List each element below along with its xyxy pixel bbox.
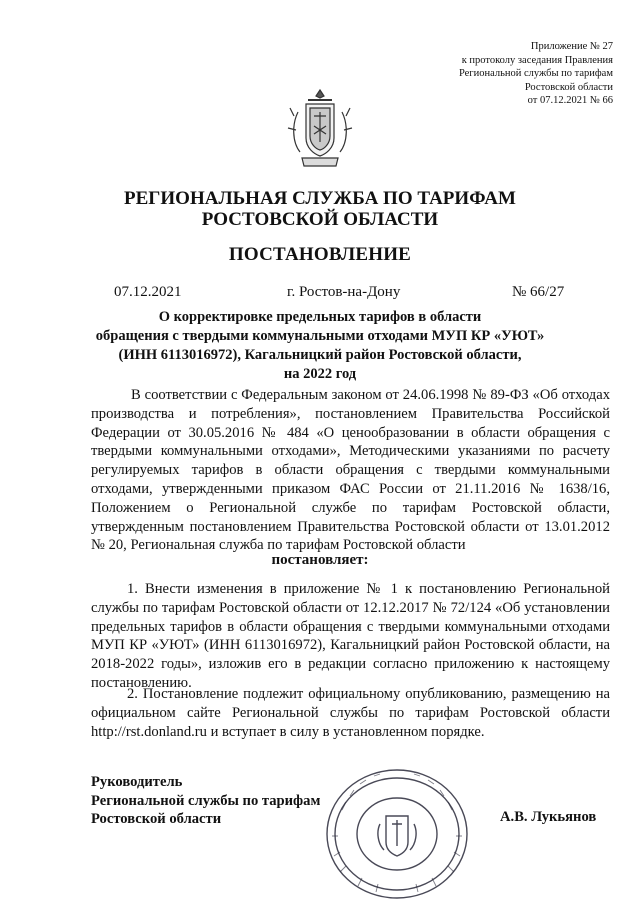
document-number: № 66/27 xyxy=(512,284,565,300)
document-type: ПОСТАНОВЛЕНИЕ xyxy=(228,244,412,265)
signature-block xyxy=(91,773,320,829)
resolves-heading: постановляет: xyxy=(271,552,369,568)
document-city: г. Ростов-на-Дону xyxy=(287,284,401,300)
org-name-line1: РЕГИОНАЛЬНАЯ СЛУЖБА ПО ТАРИФАМ xyxy=(124,188,516,209)
document-date: 07.12.2021 xyxy=(114,284,182,300)
appendix-line: Ростовской области xyxy=(524,81,613,93)
coat-of-arms-icon xyxy=(284,86,356,172)
title-line: (ИНН 6113016972), Кагальницкий район Ростовской области, xyxy=(118,347,522,363)
resolution-item: 1. Внести изменения в приложение № 1 к постановлению Региональной службы по тарифам Ростовской области от 12.12.2017 № 72/124 «Об установлении предельных тарифов в области обращения с твердыми коммунальными отходами МУП КР «УЮТ» (ИНН 6113016972), Кагальницкий район Ростовской области, на 2018-2022 годы», изложив его в редакции согласно приложению к настоящему постановлению. xyxy=(91,581,610,691)
appendix-note xyxy=(373,40,613,108)
signer-name: А.В. Лукьянов xyxy=(500,809,597,825)
signature-position: Руководитель xyxy=(91,774,183,790)
appendix-line: Приложение № 27 xyxy=(530,41,613,52)
preamble-paragraph: В соответствии с Федеральным законом от 24.06.1998 № 89-ФЗ «Об отходах производства и потребления», постановлением Правительства Российской Федерации от 30.05.2016 № 484 «О ценообразовании в области обращения с твердыми коммунальными отходами», Методическими указаниями по расчету регулируемых тарифов в области обращения с твердыми коммунальными отходами, утвержденными приказом ФАС России от 21.11.2016 № 1638/16, Положением о Региональной службе по тарифам Ростовской области, утвержденным постановлением Правительства Ростовской области от 13.01.2012 № 20, Региональная служба по тарифам Ростовской области xyxy=(91,387,610,554)
title-line: обращения с твердыми коммунальными отходами МУП КР «УЮТ» xyxy=(95,328,545,344)
official-seal-icon xyxy=(322,766,472,902)
signature-position: Региональной службы по тарифам xyxy=(91,792,321,809)
title-line: О корректировке предельных тарифов в области xyxy=(158,309,482,325)
title-line: на 2022 год xyxy=(283,366,357,382)
appendix-line: к протоколу заседания Правления xyxy=(461,54,613,66)
appendix-line: от 07.12.2021 № 66 xyxy=(527,95,613,107)
signature-position: Ростовской области xyxy=(91,811,222,827)
document-title xyxy=(90,308,550,384)
resolution-item: 2. Постановление подлежит официальному опубликованию, размещению на официальном сайте Региональной службы по тарифам Ростовской области http://rst.donland.ru и вступает в силу в установленном порядке. xyxy=(91,686,610,740)
appendix-line: Региональной службы по тарифам xyxy=(458,68,613,80)
org-name-line2: РОСТОВСКОЙ ОБЛАСТИ xyxy=(201,209,439,230)
